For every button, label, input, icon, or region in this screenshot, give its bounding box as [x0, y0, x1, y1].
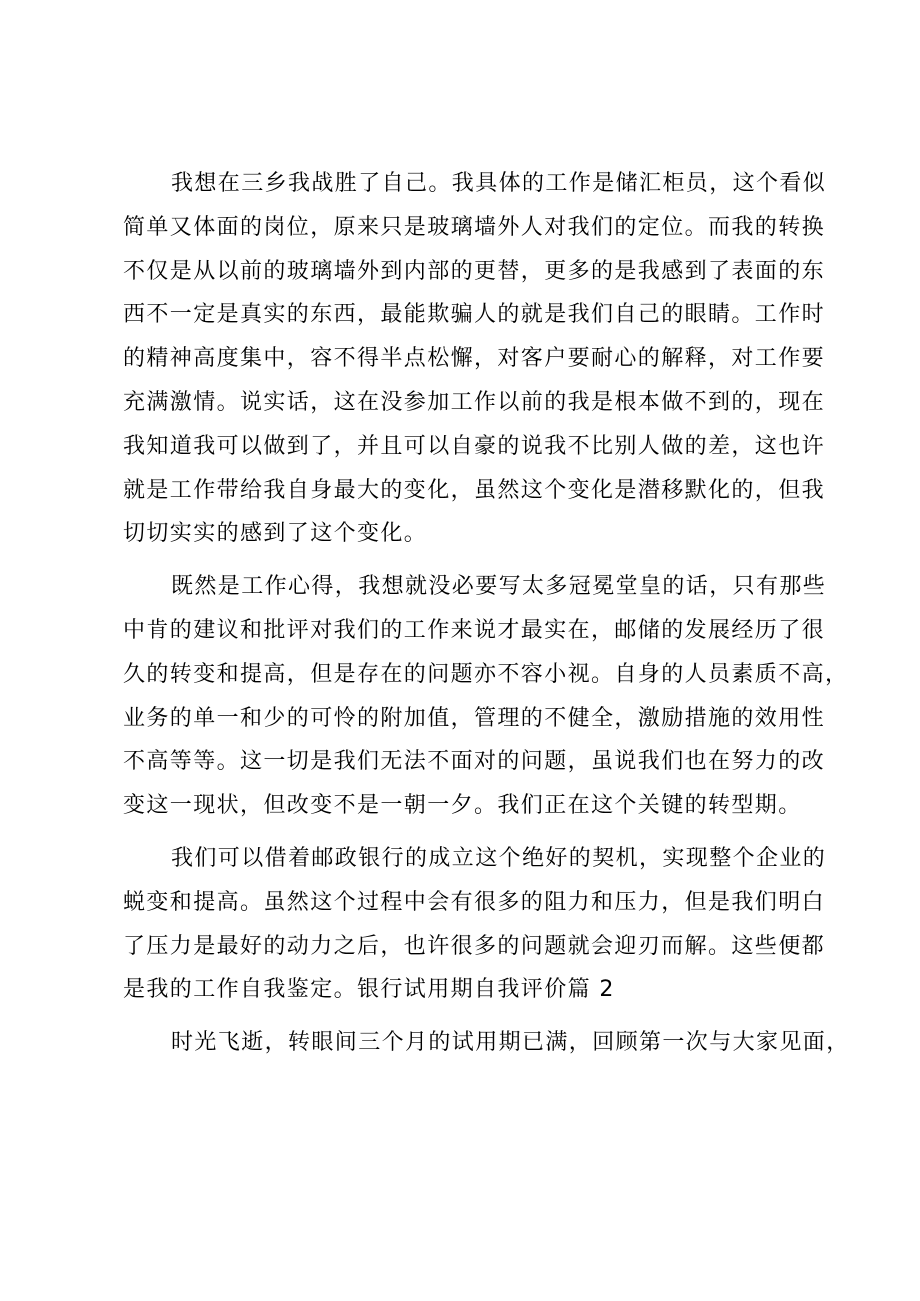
text-line: 业务的单一和少的可怜的附加值，管理的不健全，激励措施的效用性: [123, 705, 826, 731]
text-line: 切切实实的感到了这个变化。: [123, 521, 428, 547]
paragraph-4: [123, 1021, 850, 1065]
text-line: 是我的工作自我鉴定。银行试用期自我评价篇 2: [123, 977, 615, 1003]
text-line: 我想在三乡我战胜了自己。我具体的工作是储汇柜员，这个看似: [171, 171, 827, 196]
text-line: 的精神高度集中，容不得半点松懈，对客户要耐心的解释，对工作要: [123, 346, 826, 372]
text-line: 中肯的建议和批评对我们的工作来说才最实在，邮储的发展经历了很: [123, 617, 826, 643]
paragraph-gap: [123, 1012, 823, 1021]
text-line: 我知道我可以做到了，并且可以自豪的说我不比别人做的差，这也许: [123, 433, 826, 459]
text-line: 充满激情。说实话，这在没参加工作以前的我是根本做不到的，现在: [123, 389, 826, 415]
text-line: 西不一定是真实的东西，最能欺骗人的就是我们自己的眼睛。工作时: [123, 302, 826, 328]
text-line: 不高等等。这一切是我们无法不面对的问题，虽说我们也在努力的改: [123, 749, 826, 775]
paragraph-gap: [123, 828, 823, 837]
paragraph-2: [123, 565, 849, 828]
text-line: 简单又体面的岗位，原来只是玻璃墙外人对我们的定位。而我的转换: [123, 214, 826, 240]
paragraph-3: [123, 837, 827, 1012]
text-line: 不仅是从以前的玻璃墙外到内部的更替，更多的是我感到了表面的东: [123, 258, 826, 284]
text-line: 就是工作带给我自身最大的变化，虽然这个变化是潜移默化的，但我: [123, 477, 826, 503]
text-line: 我们可以借着邮政银行的成立这个绝好的契机，实现整个企业的: [171, 845, 827, 871]
document-body: [123, 162, 850, 1065]
text-line: 时光飞逝，转眼间三个月的试用期已满，回顾第一次与大家见面，: [171, 1030, 850, 1056]
text-line: 既然是工作心得，我想就没必要写太多冠冕堂皇的话，只有那些: [171, 574, 827, 600]
text-line: 了压力是最好的动力之后，也许很多的问题就会迎刃而解。这些便都: [123, 933, 826, 959]
paragraph-gap: [123, 556, 823, 565]
text-line: 变这一现状，但改变不是一朝一夕。我们正在这个关键的转型期。: [123, 793, 802, 819]
text-line: 久的转变和提高，但是存在的问题亦不容小视。自身的人员素质不高，: [123, 661, 849, 687]
text-line: 蜕变和提高。虽然这个过程中会有很多的阻力和压力，但是我们明白: [123, 889, 826, 915]
paragraph-1: [123, 162, 827, 556]
